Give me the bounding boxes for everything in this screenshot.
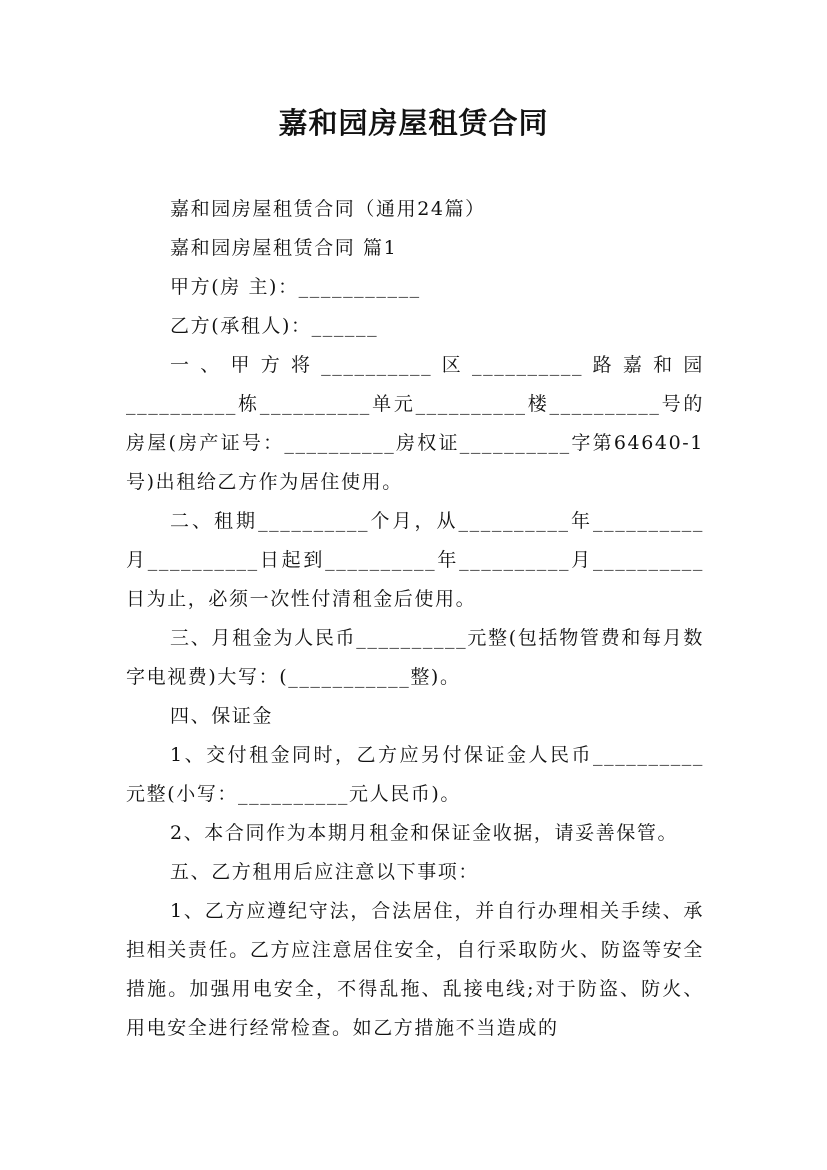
- paragraph-article-heading: 嘉和园房屋租赁合同 篇1: [170, 237, 398, 259]
- paragraph-clause-5-heading: 五、乙方租用后应注意以下事项：: [170, 861, 480, 883]
- paragraph-party-b: 乙方(承租人)：______: [170, 315, 379, 337]
- paragraph-clause-4-1: 1、交付租金同时，乙方应另付保证金人民币__________元整(小写：__________元人民币)。: [126, 744, 704, 805]
- paragraph-clause-3: 三、月租金为人民币__________元整(包括物管费和每月数字电视费)大写：(___________整)。: [126, 627, 704, 688]
- document-title: 嘉和园房屋租赁合同: [278, 106, 549, 140]
- paragraph-clause-5-1: 1、乙方应遵纪守法，合法居住，并自行办理相关手续、承担相关责任。乙方应注意居住安全，自行采取防火、防盗等安全措施。加强用电安全，不得乱拖、乱接电线;对于防盗、防火、用电安全进行经常检查。如乙方措施不当造成的: [126, 900, 704, 1039]
- paragraph-party-a: 甲方(房 主)：___________: [170, 276, 421, 298]
- paragraph-clause-2: 二、租期__________个月，从__________年__________月__________日起到__________年__________月__________日为止，必须一次性付清租金后使用。: [126, 510, 704, 610]
- paragraph-clause-4-heading: 四、保证金: [170, 705, 274, 727]
- paragraph-clause-1: 一、甲方将__________区__________路嘉和园__________栋__________单元__________楼__________号的房屋(房产证号：__________房权证__________字第64640-1号)出租给乙方作为居住使用。: [126, 354, 704, 493]
- document-body: [126, 190, 704, 1048]
- paragraph-subtitle: 嘉和园房屋租赁合同（通用24篇）: [170, 198, 486, 220]
- paragraph-clause-4-2: 2、本合同作为本期月租金和保证金收据，请妥善保管。: [170, 822, 679, 844]
